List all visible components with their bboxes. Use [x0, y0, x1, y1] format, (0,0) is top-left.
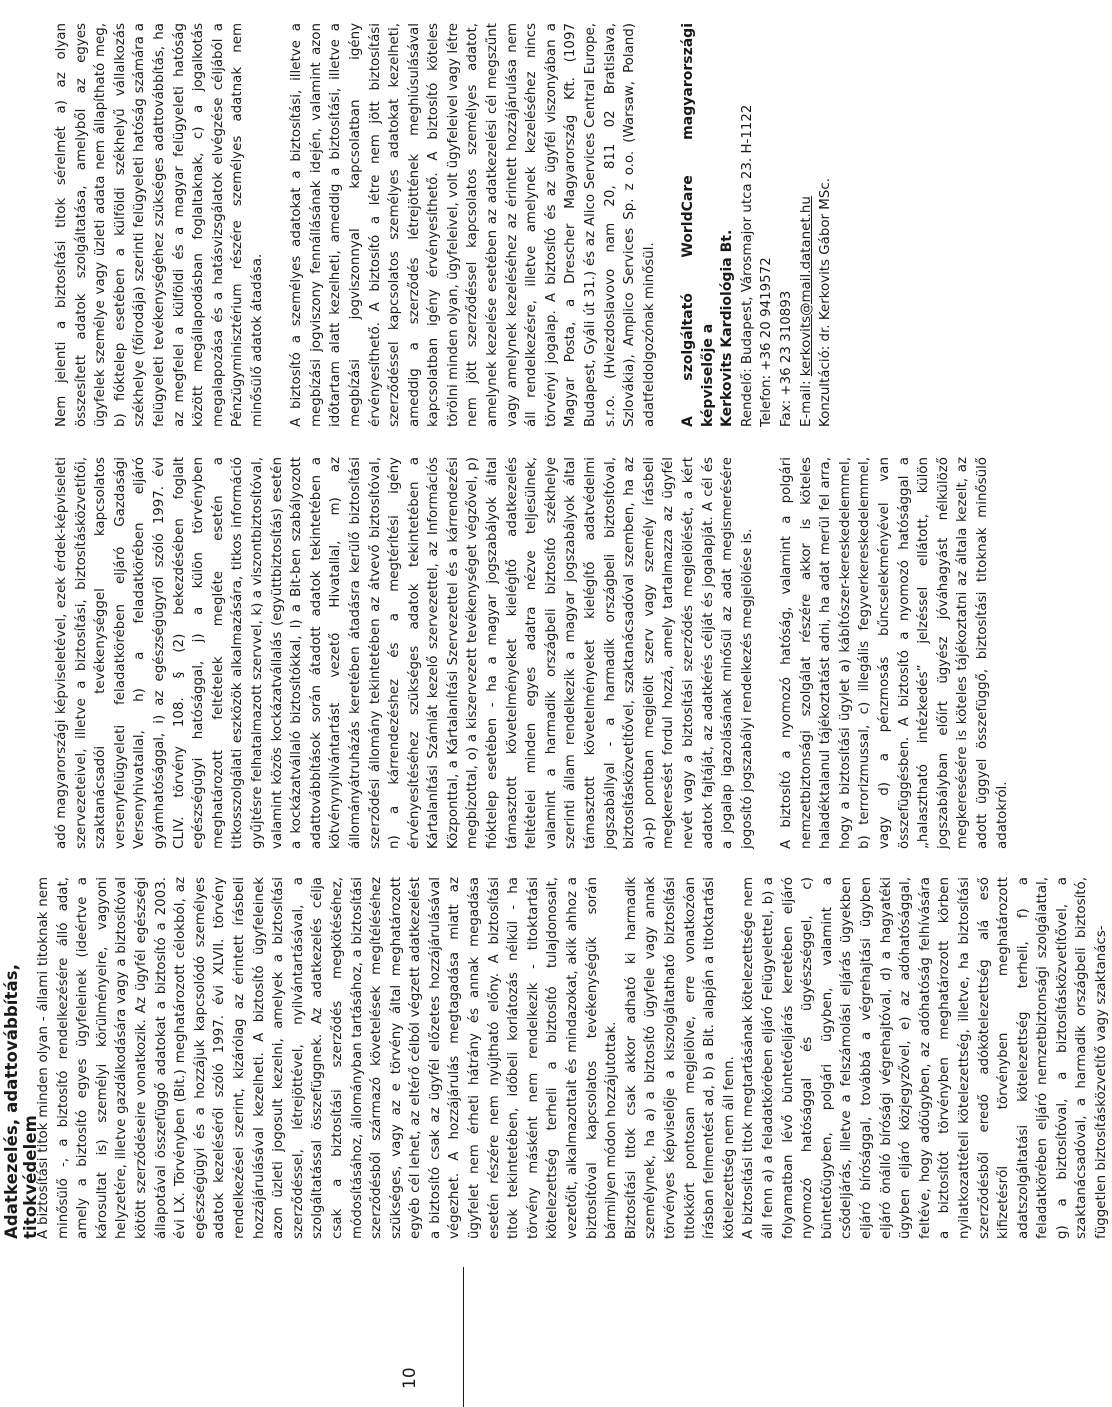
paragraph: A biztosító a nyomozó hatóság, valamint a polgári nemzetbiztonsági szolgálat részére akkor is köteles haladéktalanul tájékoztatást adni, ha adat merül fel arra, hogy a biztosítási ügylet a) kábítószer-kereskedelemmel, b) terrorizmussal, c) illegális fegyverkereskedelemmel, vagy d) a pénzmosás bűncselekményével van összefüggésben. A biztosító a nyomozó hatósággal a „halasztható intézkedés” jelzéssel ellátott, külön jogszabályban előírt ügyész jóváhagyást nélkülöző megkeresésére is köteles tájékoztatni az általa kezelt, az adott üggyel összefüggő, biztosítási titoknak minősülő adatokról. — [778, 457, 1010, 849]
text-column-1 — [34, 877, 1112, 1239]
contact-consultation: Konzultáció: dr. Kerkovits Gábor MSc. — [818, 178, 834, 427]
text-column-2 — [52, 457, 1012, 849]
contact-company: Kerkovits Kardiológia Bt. — [719, 229, 736, 427]
footer-rule — [463, 1267, 464, 1407]
contact-heading-line: A szolgáltató WorldCare magyarországi képviselője a — [680, 23, 716, 427]
paragraph: A biztosítási titok megtartásának kötelezettsége nem áll fenn a) a feladatkörében eljáró Felügyelettel, b) a folyamatban lévő büntetőeljárás keretében eljáró nyomozó hatósággal és ügyészséggel, c) büntetőügyben, polgári ügyben, valamint a csődeljárás, illetve a felszámolási eljárás ügyekben eljáró bírósággal, továbbá a végrehajtási ügyben eljáró önálló bírósági végrehajtóval, d) a hagyatéki ügyben eljáró közjegyzővel, e) az adóhatósággal, feltéve, hogy adóügyben, az adóhatóság felhívására a biztosítót törvényben meghatározott körben nyilatkozattételi kötelezettség, illetve, ha biztosítási szerződésből eredő adókötelezettség alá eső kifizetésről törvényben meghatározott adatszolgáltatási kötelezettség terheli, f) a feladatkörében eljáró nemzetbiztonsági szolgálattal, g) a biztosítóval, a biztosításközvetítővel, a szaktanácsadóval, a harmadik országbeli biztosító, független biztosításközvetítő vagy szaktanács- — [741, 877, 1110, 1239]
paragraph: A biztosító a személyes adatokat a biztosítási, illetve a megbízási jogviszony fennállásának idején, valamint azon időtartam alatt kezelheti, ameddig a biztosítási, illetve a megbízási jogviszonnyal kapcsolatban igény érvényesíthető. A biztosító a létre nem jött biztosítási szerződéssel kapcsolatos személyes adatokat kezelheti, ameddig a szerződés létrejöttének meghiúsulásával kapcsolatban igény érvényesíthető. A biztosító köteles törölni minden olyan, ügyfeleivel, volt ügyfeleivel vagy létre nem jött szerződéssel kapcsolatos személyes adatot, amelynek kezelése esetében az adatkezelési cél megszűnt vagy amelynek kezeléséhez az érintett hozzájárulása nem áll rendelkezésre, illetve amelynek kezeléséhez nincs törvényi jogalap. A biztosító és az ügyfél viszonyában a Magyar Posta, a Drescher Magyarország Kft. (1097 Budapest, Gyáli út 31.) és az Alico Services Central Europe, s.r.o. (Hviezdoslavovo nam 20, 811 02 Bratislava, Szlovákia), Amplico Services Sp. z o.o. (Warsaw, Poland) adatfeldolgozónak minősül. — [289, 23, 657, 427]
contact-email-row — [797, 23, 817, 427]
section-heading: Adatkezelés, adattovábbítás, titokvédelem — [2, 963, 40, 1239]
text-column-3 — [52, 23, 836, 427]
paragraph: adó magyarországi képviseletével, ezek érdek-képviseleti szervezeteivel, illetve a biztosítási, biztosításközvetítői, szaktanácsadói tevékenységgel kapcsolatos versenyfelügyeleti feladatkörében eljáró Gazdasági Versenyhivatallal, h) a feladatkörében eljáró gyámhatósággal, i) az egészségügyről szóló 1997. évi CLIV. törvény 108. § (2) bekezdésében foglalt egészségügyi hatósággal, j) a külön törvényben meghatározott feltételek megléte esetén a titkosszolgálati eszközök alkalmazására, titkos információ gyűjtésre felhatalmazott szervvel, k) a viszontbiztosítóval, valamint közös kockázatvállalás (együttbiztosítás) esetén a kockázatvállaló biztosítókkal, l) a Bit-ben szabályozott adattovábbítások során átadott adatok tekintetében a kötvénynyilvántartást vezető Hivatallal, m) az állományátruházás keretében átadásra kerülő biztosítási szerződési állomány tekintetében az átvevő biztosítóval, n) a kárrendezéshez és a megtérítési igény érvényesítéséhez szükséges adatok tekintetében a Kártalanítási Számlát kezelő szervezettel, az Információs Központtal, a Kártalanítási Szervezettel és a kárrendezési megbízottal, o) a kiszervezett tevékenységet végzővel, p) fióktelep esetében - ha a magyar jogszabályok által támasztott követelményeket kielégítő adatkezelés feltételei minden egyes adatra nézve teljesülnek, valamint a harmadik országbeli biztosító székhelye szerinti állam rendelkezik a magyar jogszabályok által támasztott követelményeket kielégítő adatvédelmi jogszabállyal - a harmadik országbeli biztosítóval, biztosításközvetítővel, szaktanácsadóval szemben, ha az a)-p) pontban megjelölt szerv vagy személy írásbeli megkeresést fordul hozzá, amely tartalmazza az ügyfél nevét vagy a biztosítási szerződés megjelölését, a kért adatok fajtáját, az adatkérés célját és jogalapját. A cél és a jogalap igazolásának minősül az adat megismerésére jogosító jogszabályi rendelkezés megjelölése is. — [54, 457, 755, 849]
paragraph: Nem jelenti a biztosítási titok sérelmét a) az olyan összesített adatok szolgáltatása, amelyből az egyes ügyfelek személye vagy üzleti adata nem állapítható meg, b) fióktelep esetében a külföldi székhelyű vállalkozás székhelye (főirodája) szerinti felügyeleti hatóság számára a felügyeleti tevékenységéhez szükséges adattovábbítás, ha az megfelel a külföldi és a magyar felügyeleti hatóság között megállapodásban foglaltaknak, c) a jogalkotás megalapozása és a hatásvizsgálatok elvégzése céljából a Pénzügyminisztérium részére személyes adatnak nem minősülő adatok átadása. — [54, 23, 265, 427]
contact-address: Rendelő: Budapest, Városmajor utca 23. H-1122 — [739, 104, 755, 427]
contact-heading — [679, 23, 738, 427]
paragraph: A biztosítási titok minden olyan - állami titoknak nem minősülő -, a biztosító rendelkezésére álló adat, amely a biztosító egyes ügyfeleinek (ideértve a károsultat is) személyi körülményeire, vagyoni helyzetére, illetve gazdálkodására vagy a biztosítóval kötött szerződéseire vonatkozik. Az ügyfél egészségi állapotával összefüggő adatokat a biztosító a 2003. évi LX. Törvényben (Bit.) meghatározott célokból, az egészségügyi és a hozzájuk kapcsolódó személyes adatok kezeléséről szóló 1997. évi XLVII. törvény rendelkezései szerint, kizárólag az érintett írásbeli hozzájárulásával kezelheti. A biztosító ügyfeleinek azon üzleti jogosult kezelni, amelyek a biztosítási szerződéssel, létrejöttével, nyilvántartásával, a szolgáltatással összefüggnek. Az adatkezelés célja csak a biztosítási szerződés megkötéséhez, módosításához, állományban tartásához, a biztosítási szerződésből származó követelések megítéléséhez szükséges, vagy az e törvény által meghatározott egyéb cél lehet, az eltérő célból végzett adatkezelést a biztosító csak az ügyfél előzetes hozzájárulásával végezhet. A hozzájárulás megtagadása miatt az ügyfelet nem érheti hátrány és annak megadása esetén részére nem nyújtható előny. A biztosítási titok tekintetében, időbeli korlátozás nélkül - ha törvény másként nem rendelkezik - titoktartási kötelezettség terheli a biztosító tulajdonosait, vezetőit, alkalmazottait és mindazokat, akik ahhoz a biztosítóval kapcsolatos tevékenységük során bármilyen módon hozzájutottak. — [36, 877, 620, 1239]
paragraph: Biztosítási titok csak akkor adható ki harmadik személynek, ha a) a biztosító ügyfele vagy annak törvényes képviselője a kiszolgáltatható biztosítási titokkört pontosan megjelölve, erre vonatkozóan írásban felmentést ad, b) a Bit. alapján a titoktartási kötelezettség nem áll fenn. — [623, 877, 737, 1239]
contact-fax: Fax: +36 23 310893 — [778, 290, 794, 427]
contact-email-link[interactable]: kerkovits@mail.datanet.hu — [798, 196, 814, 377]
contact-phone: Telefon: +36 20 9419572 — [759, 257, 775, 427]
page-number: 10 — [400, 1367, 420, 1389]
contact-email-label: E-mail: — [798, 376, 814, 427]
